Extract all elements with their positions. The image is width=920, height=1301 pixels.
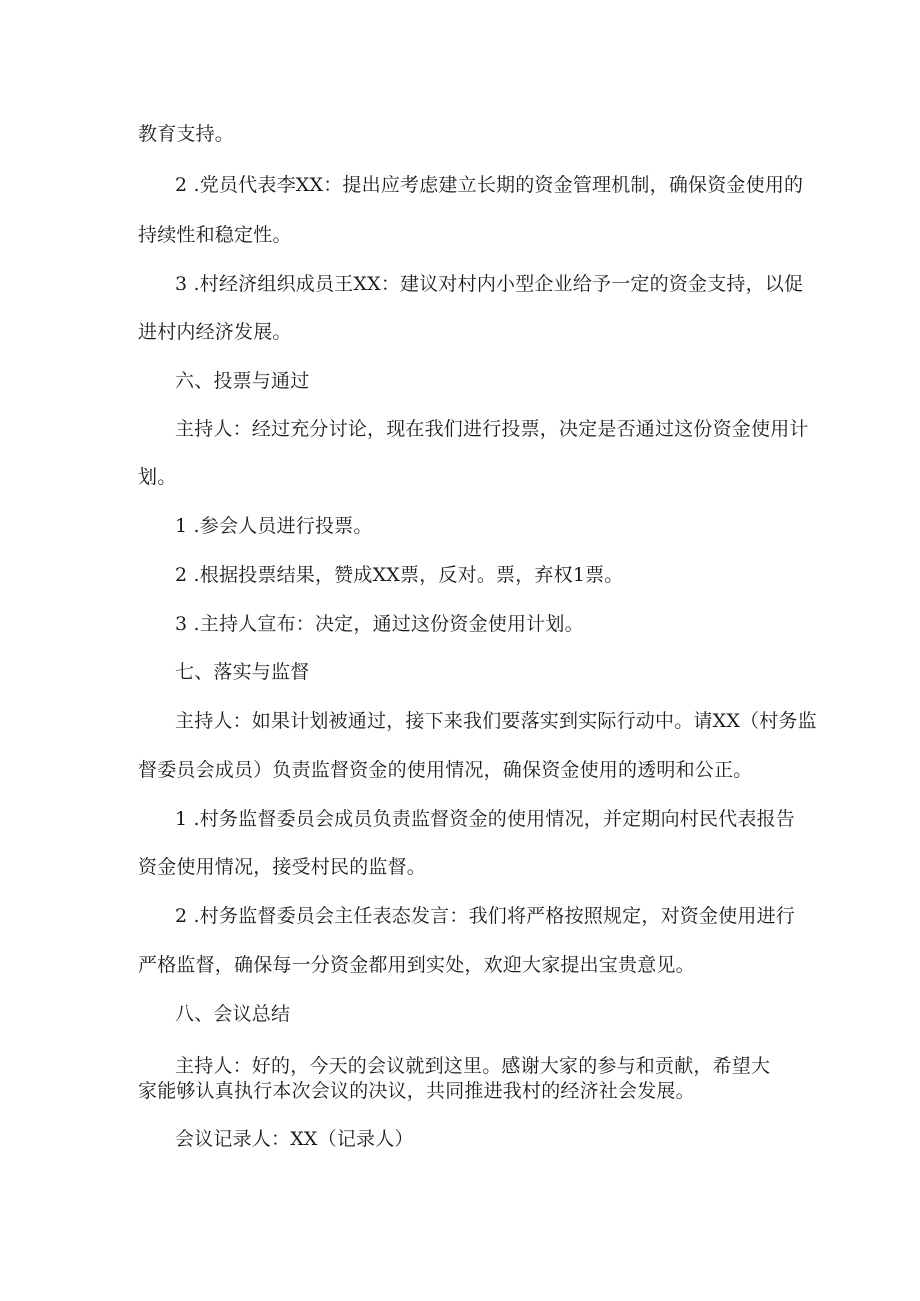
list-item: 1 .参会人员进行投票。: [175, 515, 373, 537]
list-item: 2 .根据投票结果，赞成XX票，反对。票，弃权1票。: [175, 564, 624, 586]
paragraph-line: 家能够认真执行本次会议的决议，共同推进我村的经济社会发展。: [138, 1080, 695, 1102]
section-heading: 六、投票与通过: [175, 370, 310, 392]
list-item: 1 .村务监督委员会成员负责监督资金的使用情况，并定期向村民代表报告: [175, 808, 795, 830]
paragraph-line: 3 .村经济组织成员王XX：建议对村内小型企业给予一定的资金支持，以促: [175, 273, 804, 295]
paragraph-line: 持续性和稳定性。: [138, 224, 292, 246]
paragraph-line: 主持人：如果计划被通过，接下来我们要落实到实际行动中。请XX（村务监: [175, 710, 817, 732]
paragraph-line: 主持人：好的，今天的会议就到这里。感谢大家的参与和贡献，希望大: [175, 1055, 771, 1077]
paragraph-line: 划。: [138, 466, 177, 488]
paragraph-line: 主持人：经过充分讨论，现在我们进行投票，决定是否通过这份资金使用计: [175, 418, 809, 440]
paragraph-line: 进村内经济发展。: [138, 321, 292, 343]
paragraph-line: 督委员会成员）负责监督资金的使用情况，确保资金使用的透明和公正。: [138, 759, 753, 781]
paragraph-line: 2 .党员代表李XX：提出应考虑建立长期的资金管理机制，确保资金使用的: [175, 174, 804, 196]
recorder-line: 会议记录人：XX（记录人）: [175, 1128, 414, 1150]
section-heading: 七、落实与监督: [175, 661, 310, 683]
list-item: 3 .主持人宣布：决定，通过这份资金使用计划。: [175, 613, 584, 635]
section-heading: 八、会议总结: [175, 1003, 291, 1025]
list-item: 2 .村务监督委员会主任表态发言：我们将严格按照规定，对资金使用进行: [175, 905, 795, 927]
paragraph-line: 严格监督，确保每一分资金都用到实处，欢迎大家提出宝贵意见。: [138, 954, 695, 976]
paragraph-line: 教育支持。: [138, 123, 235, 145]
paragraph-line: 资金使用情况，接受村民的监督。: [138, 856, 427, 878]
